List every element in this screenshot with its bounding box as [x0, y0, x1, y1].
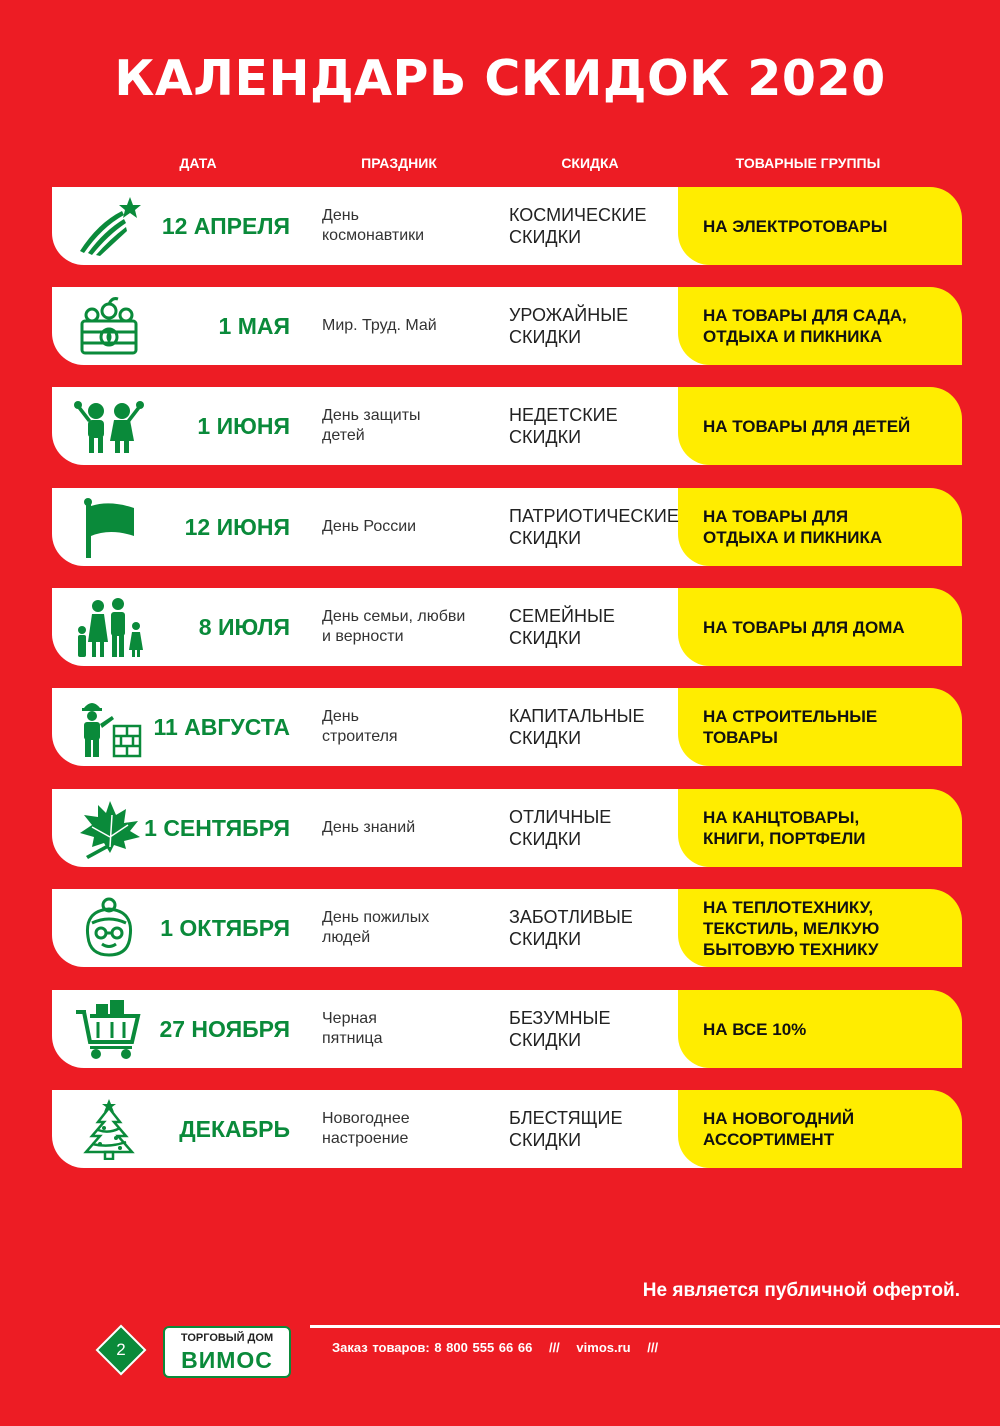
row-holiday: День защиты детей	[322, 407, 421, 444]
row-holiday: Черная пятница	[322, 1010, 383, 1047]
flag-icon	[74, 496, 144, 558]
page-title: КАЛЕНДАРЬ СКИДОК 2020	[114, 50, 886, 107]
row-discount: БЛЕСТЯЩИЕ СКИДКИ	[509, 1108, 623, 1150]
grandmother-icon	[74, 897, 144, 959]
row-date: 1 МАЯ	[218, 312, 290, 339]
row-date: 1 СЕНТЯБРЯ	[144, 814, 290, 841]
calendar-row	[52, 488, 962, 566]
row-date: 8 ИЮЛЯ	[198, 613, 290, 640]
separator: ///	[647, 1340, 659, 1355]
row-holiday: Мир. Труд. Май	[322, 317, 437, 334]
row-product-group: НА ТОВАРЫ ДЛЯ ДЕТЕЙ	[703, 416, 911, 436]
row-discount: СЕМЕЙНЫЕ СКИДКИ	[509, 606, 615, 648]
row-discount: КАПИТАЛЬНЫЕ СКИДКИ	[509, 706, 645, 748]
row-holiday: День космонавтики	[322, 207, 425, 244]
row-discount: УРОЖАЙНЫЕ СКИДКИ	[509, 305, 629, 347]
children-icon	[74, 395, 144, 457]
logo-subtitle: ТОРГОВЫЙ ДОМ	[180, 1332, 274, 1344]
calendar-row	[52, 688, 962, 766]
row-discount: НЕДЕТСКИЕ СКИДКИ	[509, 405, 618, 447]
row-product-group: НА ТОВАРЫ ДЛЯ ОТДЫХА И ПИКНИКА	[703, 507, 883, 547]
row-product-group: НА ТЕПЛОТЕХНИКУ, ТЕКСТИЛЬ, МЕЛКУЮ БЫТОВУЮ ТЕХНИКУ	[703, 897, 880, 959]
calendar-row	[52, 287, 962, 365]
row-product-group: НА КАНЦТОВАРЫ, КНИГИ, ПОРТФЕЛИ	[703, 808, 866, 848]
website-link[interactable]: vimos.ru	[576, 1340, 631, 1355]
row-holiday: День знаний	[322, 819, 416, 836]
column-header-date: ДАТА	[179, 155, 217, 171]
row-discount: КОСМИЧЕСКИЕ СКИДКИ	[509, 205, 647, 247]
column-header-holiday: ПРАЗДНИК	[361, 155, 437, 171]
disclaimer: Не является публичной офертой.	[642, 1280, 960, 1301]
row-holiday: Новогоднее настроение	[322, 1110, 410, 1147]
separator: ///	[548, 1340, 560, 1355]
footer-contacts	[332, 1340, 670, 1355]
row-product-group: НА ТОВАРЫ ДЛЯ ДОМА	[703, 617, 905, 637]
maple-leaf-icon	[74, 797, 144, 859]
row-product-group: НА ВСЕ 10%	[703, 1019, 807, 1039]
row-date: 12 ИЮНЯ	[184, 513, 290, 540]
row-date: 1 ИЮНЯ	[197, 412, 290, 439]
harvest-box-icon	[74, 295, 144, 357]
family-icon	[74, 596, 144, 658]
row-holiday: День пожилых людей	[322, 909, 430, 946]
builder-icon	[74, 696, 144, 758]
company-logo[interactable]	[163, 1326, 291, 1378]
row-product-group: НА ТОВАРЫ ДЛЯ САДА, ОТДЫХА И ПИКНИКА	[703, 306, 907, 346]
christmas-tree-icon	[74, 1098, 144, 1160]
row-date: 12 АПРЕЛЯ	[161, 212, 290, 239]
logo-wordmark: ВИМОС	[181, 1347, 273, 1373]
calendar-row	[52, 990, 962, 1068]
column-header-discount: СКИДКА	[561, 155, 619, 171]
row-discount: ЗАБОТЛИВЫЕ СКИДКИ	[509, 907, 633, 949]
shopping-cart-icon	[74, 998, 144, 1060]
row-date: ДЕКАБРЬ	[179, 1115, 290, 1142]
row-product-group: НА НОВОГОДНИЙ АССОРТИМЕНТ	[703, 1109, 855, 1149]
calendar-row	[52, 588, 962, 666]
row-holiday: День строителя	[322, 708, 398, 745]
calendar-row	[52, 889, 962, 967]
footer-divider	[310, 1325, 1000, 1328]
calendar-row	[52, 387, 962, 465]
calendar-row	[52, 1090, 962, 1168]
row-discount: ОТЛИЧНЫЕ СКИДКИ	[509, 807, 612, 849]
row-product-group: НА ЭЛЕКТРОТОВАРЫ	[703, 216, 888, 236]
shooting-star-icon	[74, 195, 144, 257]
row-product-group: НА СТРОИТЕЛЬНЫЕ ТОВАРЫ	[703, 707, 878, 747]
row-discount: ПАТРИОТИЧЕСКИЕ СКИДКИ	[509, 506, 679, 548]
row-date: 27 НОЯБРЯ	[159, 1015, 290, 1042]
row-discount: БЕЗУМНЫЕ СКИДКИ	[509, 1008, 611, 1050]
row-holiday: День России	[322, 518, 417, 535]
row-holiday: День семьи, любви и верности	[322, 608, 466, 645]
calendar-row	[52, 187, 962, 265]
row-date: 11 АВГУСТА	[153, 713, 290, 740]
calendar-row	[52, 789, 962, 867]
page-number: 2	[116, 1340, 126, 1359]
column-header-groups: ТОВАРНЫЕ ГРУППЫ	[735, 155, 881, 171]
order-phone: Заказ товаров: 8 800 555 66 66	[332, 1340, 533, 1355]
row-date: 1 ОКТЯБРЯ	[160, 914, 290, 941]
